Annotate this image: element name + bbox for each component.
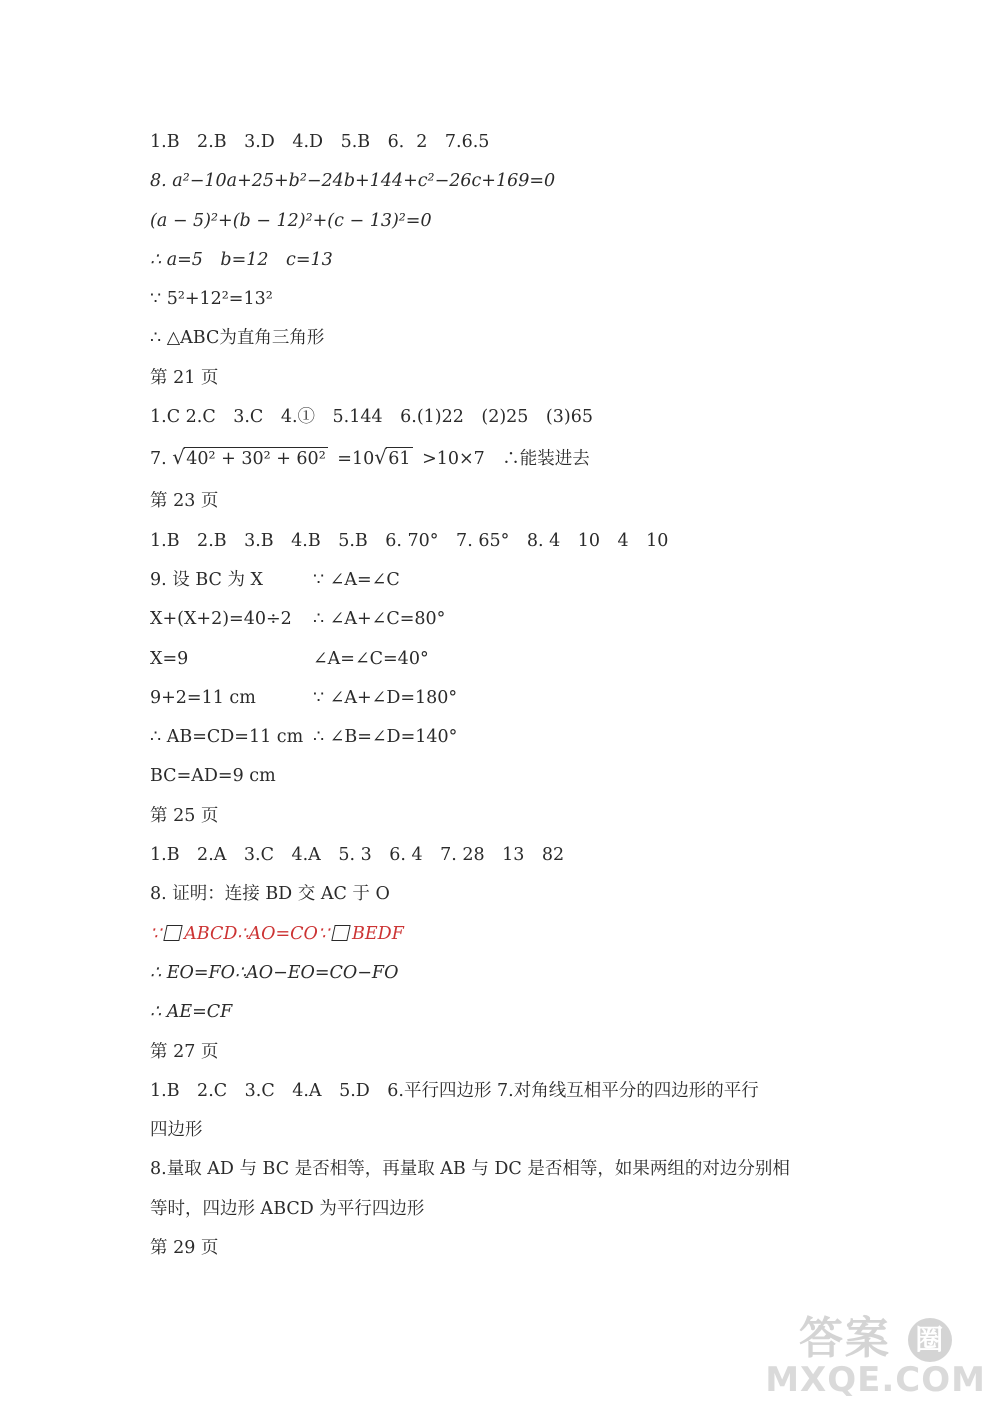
right-col: ∠A=∠C=40° (313, 648, 429, 669)
two-column-line (150, 603, 870, 642)
proof-text-2: BEDF (352, 923, 404, 944)
equation-line: ∴ a=5 b=12 c=13 (150, 249, 333, 270)
sqrt-radicand-2: 61 (388, 449, 411, 470)
answer-line: BC=AD=9 cm (150, 766, 276, 787)
watermark-top-text: 答案 (798, 1313, 891, 1364)
right-col: ∴ ∠B=∠D=140° (313, 727, 458, 748)
proof-line: 8. 证明：连接 BD 交 AC 于 O (150, 884, 390, 905)
left-col: X+(X+2)=40÷2 (150, 609, 292, 630)
seal-icon: 圈 (908, 1318, 952, 1362)
sqrt-suffix: >10×7 ∴能装进去 (416, 449, 590, 470)
right-col: ∵ ∠A=∠C (313, 569, 400, 590)
answer-line: 等时，四边形 ABCD 为平行四边形 (150, 1198, 425, 1219)
answer-line: 1.B 2.B 3.D 4.D 5.B 6．2 7.6.5 (150, 132, 490, 152)
page-heading: 第 21 页 (150, 367, 219, 388)
sqrt-middle: =10 (331, 449, 375, 470)
watermark-logo (765, 1302, 986, 1400)
equation-line: ∵ 5²+12²=13² (150, 289, 273, 310)
because-symbol: ∵ (150, 923, 162, 944)
sqrt-radicand: 40² + 30² + 60² (186, 449, 326, 470)
sqrt-expression-2 (374, 440, 412, 478)
answer-line: 四边形 (150, 1120, 203, 1141)
right-col: ∴ ∠A+∠C=80° (313, 609, 446, 630)
equation-line: 8. a²−10a+25+b²−24b+144+c²−26c+169=0 (150, 171, 556, 192)
answer-line: 1.B 2.B 3.B 4.B 5.B 6. 70° 7. 65° 8. 4 10 4 10 (150, 530, 669, 551)
two-column-line (150, 643, 870, 682)
sqrt-expression (172, 440, 327, 478)
proof-text: ABCD∴AO=CO∵ (184, 923, 330, 944)
parallelogram-icon (163, 925, 182, 941)
left-col: 9+2=11 cm (150, 687, 256, 708)
page-heading: 第 23 页 (150, 491, 219, 512)
answer-line: 1.B 2.C 3.C 4.A 5.D 6.平行四边形 7.对角线互相平分的四边形的平行 (150, 1080, 759, 1101)
answer-line: 8.量取 AD 与 BC 是否相等，再量取 AB 与 DC 是否相等，如果两组的对边分别相 (150, 1159, 790, 1180)
proof-line-red (150, 918, 870, 957)
two-column-line (150, 564, 870, 603)
answer-sheet (150, 126, 870, 1271)
watermark-top (765, 1302, 986, 1366)
answer-line: 1.C 2.C 3.C 4.① 5.144 6.(1)22 (2)25 (3)65 (150, 407, 593, 428)
conclusion-line: ∴ △ABC为直角三角形 (150, 328, 325, 349)
sqrt-prefix: 7. (150, 449, 167, 470)
proof-line: ∴ EO=FO∴AO−EO=CO−FO (150, 962, 399, 983)
equation-line: (a − 5)²+(b − 12)²+(c − 13)²=0 (150, 210, 432, 231)
watermark-url: MXQE.COM (765, 1360, 986, 1400)
two-column-line (150, 682, 870, 721)
left-col: 9. 设 BC 为 X (150, 569, 263, 590)
two-column-line (150, 721, 870, 760)
page-heading: 第 25 页 (150, 805, 219, 826)
page-heading: 第 29 页 (150, 1238, 219, 1259)
proof-line: ∴ AE=CF (150, 1002, 233, 1023)
page-heading: 第 27 页 (150, 1041, 219, 1062)
answer-line: 1.B 2.A 3.C 4.A 5. 3 6. 4 7. 28 13 82 (150, 845, 565, 866)
right-col: ∵ ∠A+∠D=180° (313, 687, 458, 708)
sqrt-line (150, 440, 870, 485)
left-col: ∴ AB=CD=11 cm (150, 727, 304, 748)
parallelogram-icon (331, 925, 350, 941)
left-col: X=9 (150, 648, 189, 669)
